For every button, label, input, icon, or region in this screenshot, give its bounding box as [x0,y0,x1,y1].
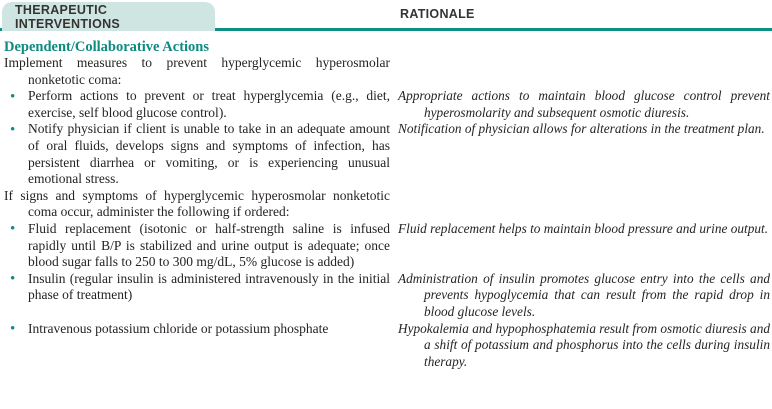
intervention-text: If signs and symptoms of hyperglycemic hyperosmolar nonketotic coma occur, administer the following if ordered: [4,187,390,220]
rationale-cell [398,88,770,121]
interventions-tab [2,2,215,31]
table-row [4,121,770,187]
bullet-icon: • [10,321,16,337]
bullet-icon: • [10,221,16,238]
intervention-cell [4,321,390,371]
table-row [4,321,770,371]
table-row [4,55,770,88]
intervention-cell [4,88,390,121]
rationale-cell [398,188,770,221]
intervention-cell [4,188,390,221]
bullet-icon: • [10,271,16,288]
bullet-icon: • [10,121,16,138]
table-header [0,0,772,31]
intervention-cell [4,121,390,187]
rationale-column-header: RATIONALE [400,7,475,21]
intervention-cell [4,55,390,88]
rationale-text: Fluid replacement helps to maintain blood pressure and urine output. [398,220,769,236]
rationale-text: Administration of insulin promotes glucose entry into the cells and prevents hypoglycemia that can result from the rapid drop in blood glucose levels. [398,270,770,319]
intervention-text: Implement measures to prevent hyperglycemic hyperosmolar nonketotic coma: [4,55,390,87]
table-body [0,31,772,370]
rationale-cell [398,55,770,88]
rationale-text: Appropriate actions to maintain blood glucose control prevent hyperosmolarity and subsequent osmotic diuresis. [398,88,770,120]
section-heading: Dependent/Collaborative Actions [4,39,210,55]
intervention-text: Notify physician if client is unable to take in an adequate amount of oral fluids, develops signs and symptoms of infection, has persistent diarrhea or vomiting, or is experiencing unusual emotional stress. [28,121,390,187]
intervention-cell [4,221,390,271]
table-row [4,221,770,271]
intervention-text: Fluid replacement (isotonic or half-strength saline is infused rapidly until B/P is stabilized and urine output is adequate; once blood sugar falls to 250 to 300 mg/dL, 5% glucose is added) [28,220,390,270]
rationale-cell [398,321,770,371]
table-row [4,271,770,321]
rationale-cell [398,271,770,321]
interventions-tab-label: THERAPEUTIC INTERVENTIONS [15,2,121,31]
table-row [4,88,770,121]
bullet-icon: • [10,88,16,105]
rationale-cell [398,221,770,271]
rationale-text: Hypokalemia and hypophosphatemia result from osmotic diuresis and a shift of potassium and phosphorus into the cells during insulin therapy. [398,320,770,369]
intervention-text: Intravenous potassium chloride or potassium phosphate [28,320,329,336]
intervention-cell [4,271,390,321]
intervention-text: Insulin (regular insulin is administered intravenously in the initial phase of treatment) [28,270,390,303]
table-row [4,188,770,221]
intervention-text: Perform actions to prevent or treat hyperglycemia (e.g., diet, exercise, self blood glucose control). [28,88,390,120]
rationale-cell [398,121,770,187]
rationale-text: Notification of physician allows for alterations in the treatment plan. [398,121,765,137]
